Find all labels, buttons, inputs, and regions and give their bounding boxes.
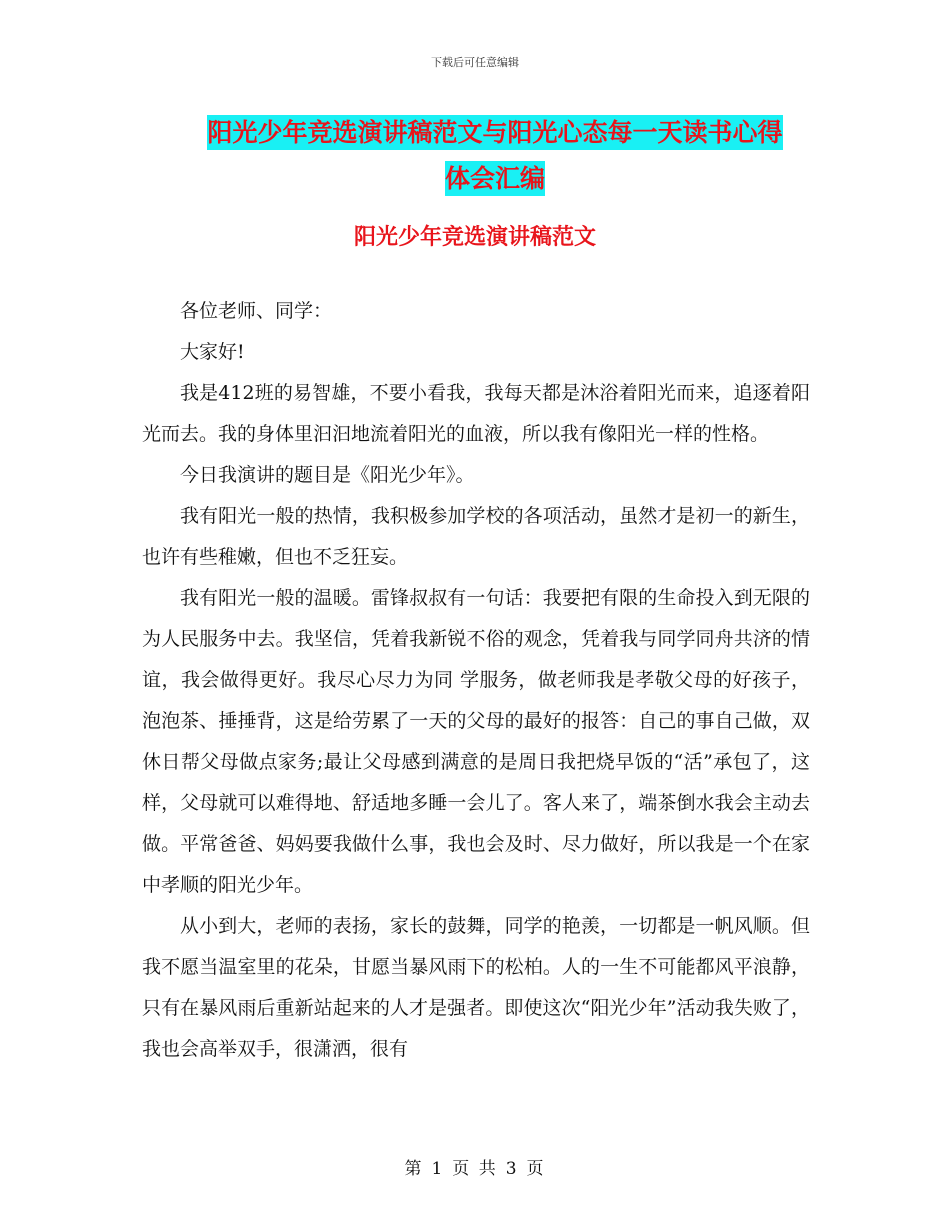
page-header [0, 54, 950, 70]
paragraph: 从小到大，老师的表扬，家长的鼓舞，同学的艳羡，一切都是一帆风顺。但我不愿当温室里的花朵，甘愿当暴风雨下的松柏。人的一生不可能都风平浪静，只有在暴风雨后重新站起来的人才是强者。即使这次“阳光少年”活动我失败了，我也会高举双手，很潇洒，很有 [142, 915, 810, 1060]
page-number: 1 [431, 1159, 445, 1179]
page-prefix: 第 [404, 1159, 424, 1179]
paragraph: 我有阳光一般的温暖。雷锋叔叔有一句话：我要把有限的生命投入到无限的为人民服务中去。我坚信，凭着我新锐不俗的观念，凭着我与同学同舟共济的情谊，我会做得更好。我尽心尽力为同 学服务，做老师我是孝敬父母的好孩子，泡泡茶、捶捶背，这是给劳累了一天的父母的最好的报答：自己的事自己做，双休日帮父母做点家务;最让父母感到满意的是周日我把烧早饭的“活”承包了，这样，父母就可以难得地、舒适地多睡一会儿了。客人来了，端茶倒水我会主动去做。平常爸爸、妈妈要我做什么事，我也会及时、尽力做好，所以我是一个在家中孝顺的阳光少年。 [142, 587, 810, 896]
paragraph-greeting: 各位老师、同学： [180, 300, 333, 322]
page-footer [0, 1154, 950, 1179]
main-title-line-1: 阳光少年竞选演讲稿范文与阳光心态每一天读书心得 [207, 115, 782, 150]
main-title-line-2: 体会汇编 [445, 161, 545, 196]
paragraph-hello: 大家好! [180, 341, 245, 363]
page-total: 3 [505, 1159, 519, 1179]
paragraph: 我有阳光一般的热情，我积极参加学校的各项活动，虽然才是初一的新生，也许有些稚嫩，但也不乏狂妄。 [142, 505, 810, 568]
header-note: 下载后可任意编辑 [431, 56, 519, 69]
body-text [142, 291, 810, 1070]
section-title: 阳光少年竞选演讲稿范文 [353, 225, 596, 250]
main-title [145, 110, 845, 202]
page-mid: 页 共 [452, 1159, 498, 1179]
paragraph: 我是412班的易智雄，不要小看我，我每天都是沐浴着阳光而来，追逐着阳光而去。我的身体里汩汩地流着阳光的血液，所以我有像阳光一样的性格。 [142, 382, 810, 445]
paragraph: 今日我演讲的题目是《阳光少年》。 [180, 464, 475, 486]
page-suffix: 页 [526, 1159, 546, 1179]
